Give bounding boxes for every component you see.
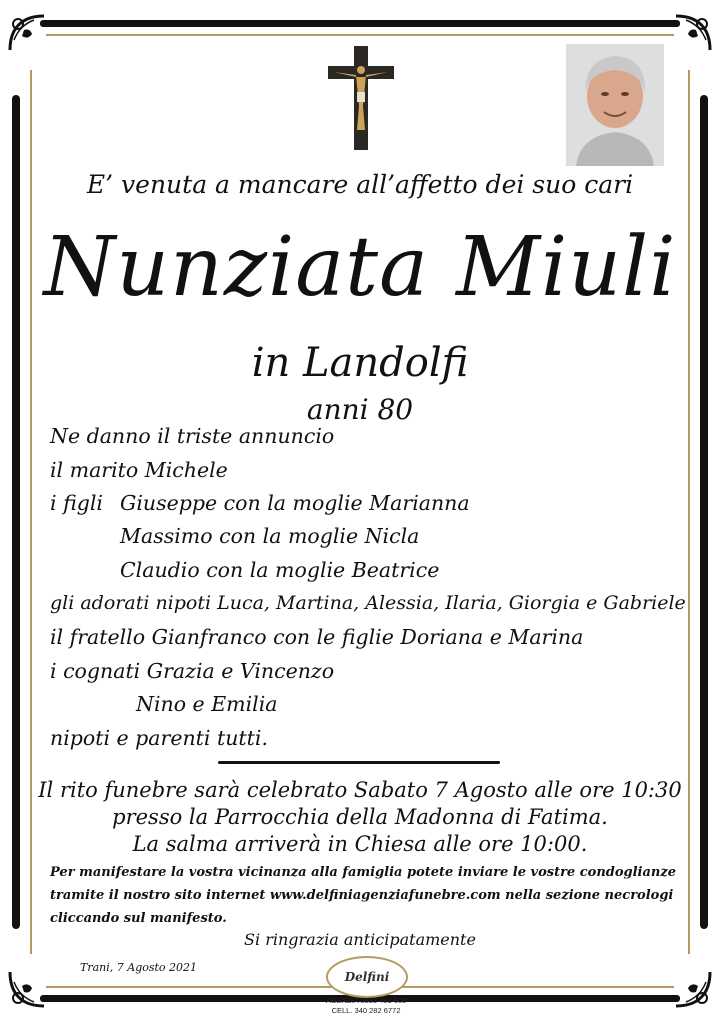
condolence-line-3: cliccando sul manifesto. — [50, 911, 227, 926]
list-item: Massimo con la moglie Nicla — [120, 524, 420, 548]
list-item: il fratello Gianfranco con le figlie Doriana e Marina — [50, 625, 584, 649]
list-item: il marito Michele — [50, 458, 228, 482]
corner-ornament-icon — [4, 10, 52, 58]
agency-logo — [318, 956, 414, 1022]
corner-ornament-icon — [668, 10, 716, 58]
list-item: gli adorati nipoti Luca, Martina, Alessia, Ilaria, Giorgia e Gabriele — [50, 592, 686, 614]
list-item: i cognati Grazia e Vincenzo — [50, 659, 335, 683]
frame-bar-top — [40, 20, 680, 27]
list-item: Claudio con la moglie Beatrice — [120, 558, 440, 582]
list-item: nipoti e parenti tutti. — [50, 726, 268, 750]
list-item: Giuseppe con la moglie Marianna — [120, 491, 470, 515]
agency-logo-text: Delfini — [344, 970, 390, 984]
agency-logo-oval — [326, 956, 408, 998]
agency-phone: AGENZIA 0883 481 608 — [325, 996, 407, 1005]
condolence-line-1: Per manifestare la vostra vicinanza alla famiglia potete inviare le vostre condoglianze — [50, 865, 677, 880]
thanks-text: Si ringrazia anticipatamente — [244, 930, 476, 949]
intro-text: E’ venuta a mancare all’affetto dei suo cari — [86, 170, 634, 199]
funeral-line-1: Il rito funebre sarà celebrato Sabato 7 Agosto alle ore 10:30 — [38, 778, 682, 802]
place-date: Trani, 7 Agosto 2021 — [80, 961, 198, 974]
married-name: in Landolfi — [251, 340, 469, 386]
corner-ornament-icon — [668, 964, 716, 1012]
funeral-line-2: presso la Parrocchia della Madonna di Fatima. — [112, 805, 608, 829]
corner-ornament-icon — [4, 964, 52, 1012]
crucifix-icon — [326, 46, 396, 150]
deceased-photo — [566, 44, 664, 166]
age-text: anni 80 — [306, 393, 414, 426]
list-item: Nino e Emilia — [136, 692, 278, 716]
separator-line — [218, 761, 500, 764]
gold-line-top — [46, 34, 674, 36]
funeral-line-3: La salma arriverà in Chiesa alle ore 10:00. — [132, 832, 588, 856]
agency-mobile: CELL. 340 282 6772 — [331, 1006, 401, 1015]
condolence-line-2: tramite il nostro sito internet www.delfiniagenziafunebre.com nella sezione necrologi — [50, 888, 674, 903]
list-item: i figli — [50, 491, 103, 515]
list-item: Ne danno il triste annuncio — [50, 424, 335, 448]
portrait-icon — [566, 44, 664, 166]
deceased-name: Nunziata Miuli — [43, 220, 677, 315]
